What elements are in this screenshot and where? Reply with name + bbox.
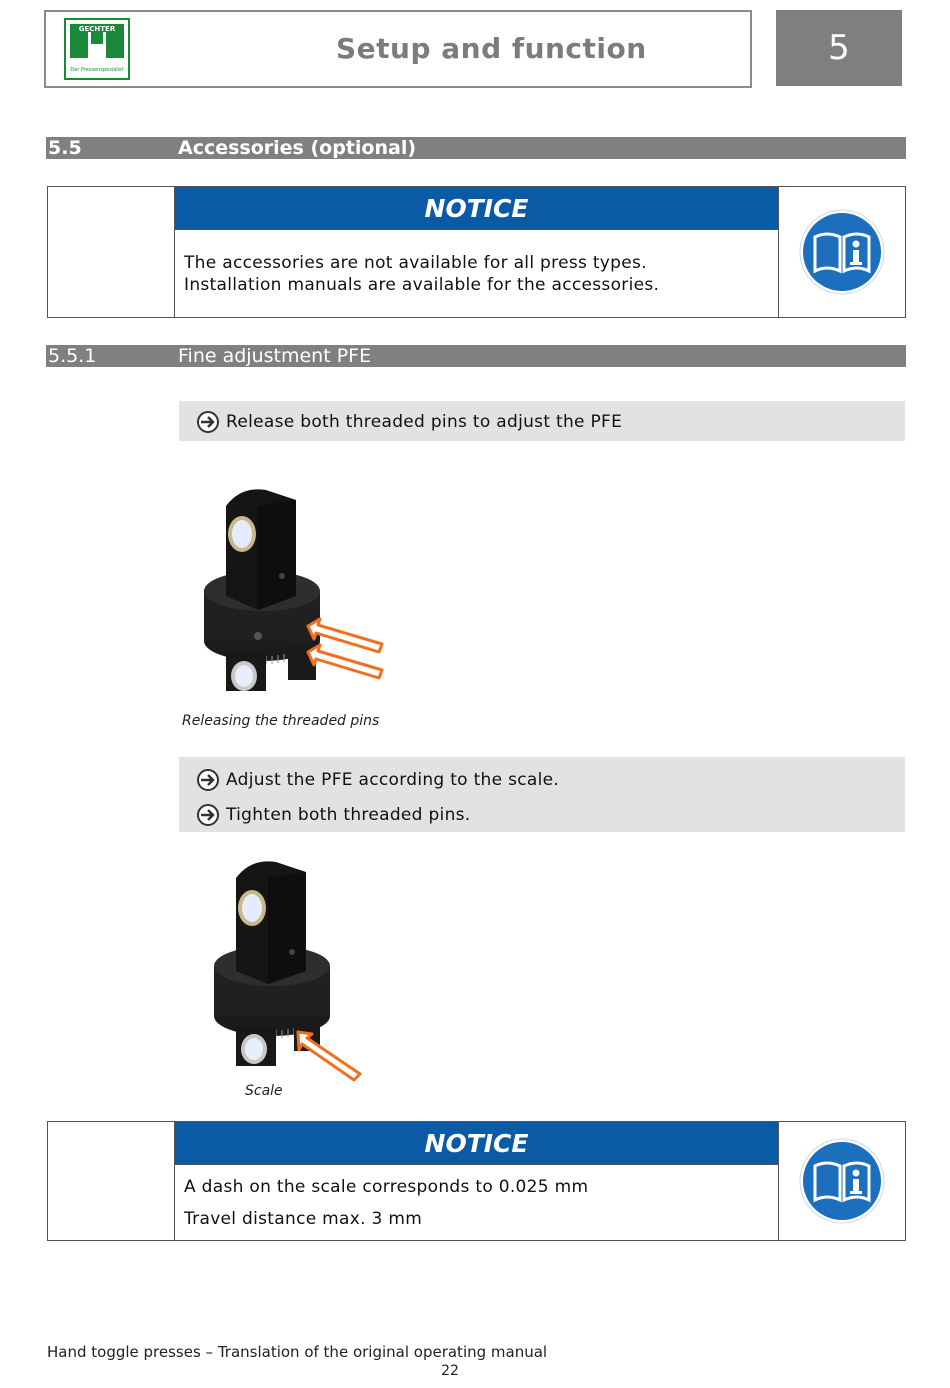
action-arrow-icon — [197, 411, 219, 433]
action-arrow-icon — [197, 804, 219, 826]
action-step-text: Adjust the PFE according to the scale. — [226, 770, 560, 790]
notice-left-cell — [48, 1122, 175, 1240]
action-step — [197, 804, 471, 826]
action-step-text: Release both threaded pins to adjust the PFE — [226, 412, 623, 432]
notice-icon-cell — [778, 1122, 905, 1240]
action-step — [197, 411, 622, 433]
notice-text-line: Travel distance max. 3 mm — [184, 1209, 423, 1229]
section-title: Fine adjustment PFE — [178, 345, 372, 367]
page-number: 22 — [441, 1363, 459, 1379]
action-step-box — [179, 757, 905, 832]
section-number: 5.5.1 — [48, 345, 97, 367]
action-step-text: Tighten both threaded pins. — [226, 805, 471, 825]
notice-icon-cell — [778, 187, 905, 317]
info-manual-icon — [799, 209, 885, 295]
action-step-box — [179, 401, 905, 441]
notice-text-line: A dash on the scale corresponds to 0.025 mm — [184, 1177, 589, 1197]
logo-text: GECHTER — [78, 25, 116, 33]
notice-box-accessories — [47, 186, 906, 318]
section-heading-5-5-1 — [46, 345, 906, 367]
notice-box-scale — [47, 1121, 906, 1241]
notice-heading: NOTICE — [175, 187, 778, 230]
action-arrow-icon — [197, 769, 219, 791]
page-title: Setup and function — [336, 32, 647, 65]
section-title: Accessories (optional) — [178, 137, 417, 159]
figure-caption: Releasing the threaded pins — [182, 713, 380, 729]
action-step — [197, 769, 559, 791]
gechter-logo — [64, 18, 130, 80]
section-heading-5-5 — [46, 137, 906, 159]
section-number: 5.5 — [48, 137, 82, 159]
page-header — [44, 10, 752, 88]
notice-left-cell — [48, 187, 175, 317]
chapter-number: 5 — [776, 10, 902, 86]
notice-text-line: The accessories are not available for all press types. — [184, 253, 647, 273]
notice-text-line: Installation manuals are available for the accessories. — [184, 275, 660, 295]
figure-scale — [206, 856, 376, 1086]
figure-caption: Scale — [245, 1083, 283, 1099]
notice-heading: NOTICE — [175, 1122, 778, 1165]
info-manual-icon — [799, 1138, 885, 1224]
footer-text: Hand toggle presses – Translation of the original operating manual — [47, 1343, 548, 1361]
figure-releasing-pins — [196, 486, 396, 700]
logo-subtitle: Der Pressenspezialist — [70, 67, 124, 73]
